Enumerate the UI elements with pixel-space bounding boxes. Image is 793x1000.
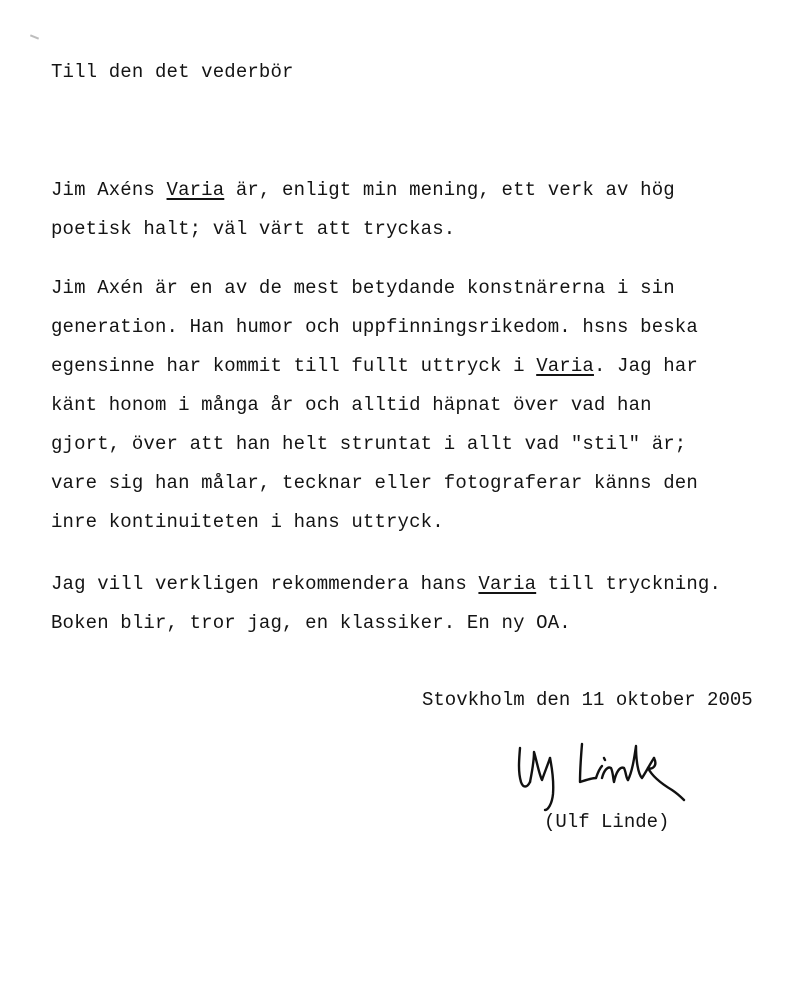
salutation: Till den det vederbör [51,61,294,83]
paragraph-2-line-7: inre kontinuiteten i hans uttryck. [51,511,444,533]
paragraph-2-line-1: Jim Axén är en av de mest betydande konstnärerna i sin [51,277,675,299]
varia-title: Varia [166,179,225,201]
varia-title: Varia [478,573,537,595]
signatory-name: (Ulf Linde) [544,811,670,833]
handwritten-signature [512,738,692,818]
scan-mark [30,34,39,39]
paragraph-1-line-2: poetisk halt; väl värt att tryckas. [51,218,456,240]
varia-title: Varia [536,355,594,377]
paragraph-1-line-1: Jim Axéns Varia är, enligt min mening, ett verk av hög [51,179,675,201]
paragraph-3-line-1: Jag vill verkligen rekommendera hans Varia till tryckning. [51,573,722,595]
paragraph-2-line-4: känt honom i många år och alltid häpnat över vad han [51,394,652,416]
paragraph-2-line-2: generation. Han humor och uppfinningsrikedom. hsns beska [51,316,698,338]
paragraph-2-line-6: vare sig han målar, tecknar eller fotograferar känns den [51,472,698,494]
place-date: Stovkholm den 11 oktober 2005 [422,689,753,711]
paragraph-2-line-5: gjort, över att han helt struntat i allt vad "stil" är; [51,433,687,455]
paragraph-2-line-3: egensinne har kommit till fullt uttryck i Varia. Jag har [51,355,698,377]
paragraph-3-line-2: Boken blir, tror jag, en klassiker. En ny OA. [51,612,571,634]
